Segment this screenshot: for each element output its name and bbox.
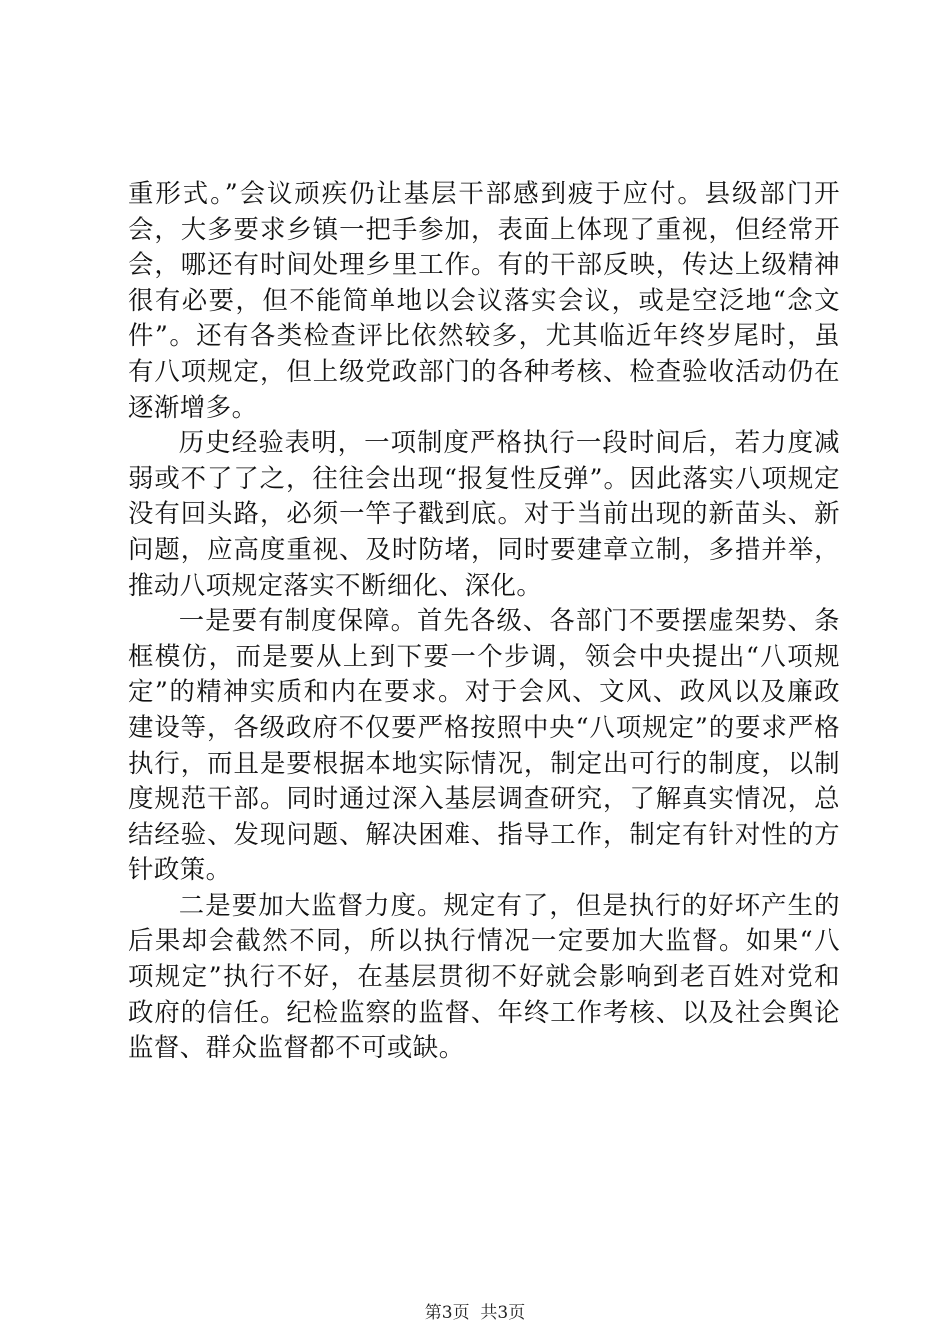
paragraph-4: 二是要加大监督力度。规定有了，但是执行的好坏产生的后果却会截然不同，所以执行情况一定要加大监督。如果“八项规定”执行不好，在基层贯彻不好就会影响到老百姓对党和政府的信任。纪检监察的监督、年终工作考核、以及社会舆论监督、群众监督都不可或缺。 [128, 889, 840, 1063]
paragraph-3: 一是要有制度保障。首先各级、各部门不要摆虚架势、条框模仿，而是要从上到下要一个步调，领会中央提出“八项规定”的精神实质和内在要求。对于会风、文风、政风以及廉政建设等，各级政府不仅要严格按照中央“八项规定”的要求严格执行，而且是要根据本地实际情况，制定出可行的制度，以制度规范干部。同时通过深入基层调查研究，了解真实情况，总结经验、发现问题、解决困难、指导工作，制定有针对性的方针政策。 [128, 605, 840, 885]
page-total: 共3页 [480, 1303, 526, 1323]
paragraph-2: 历史经验表明，一项制度严格执行一段时间后，若力度减弱或不了了之，往往会出现“报复性反弹”。因此落实八项规定没有回头路，必须一竿子戳到底。对于当前出现的新苗头、新问题，应高度重视、及时防堵，同时要建章立制，多措并举，推动八项规定落实不断细化、深化。 [128, 427, 840, 600]
page-number: 第3页 [424, 1303, 470, 1323]
paragraph-1: 重形式。”会议顽疾仍让基层干部感到疲于应付。县级部门开会，大多要求乡镇一把手参加，表面上体现了重视，但经常开会，哪还有时间处理乡里工作。有的干部反映，传达上级精神很有必要，但不能简单地以会议落实会议，或是空泛地“念文件”。还有各类检查评比依然较多，尤其临近年终岁尾时，虽有八项规定，但上级党政部门的各种考核、检查验收活动仍在逐渐增多。 [128, 178, 840, 422]
document-body [128, 176, 840, 1066]
page-footer [0, 1302, 950, 1324]
footer-separator [470, 1303, 481, 1323]
